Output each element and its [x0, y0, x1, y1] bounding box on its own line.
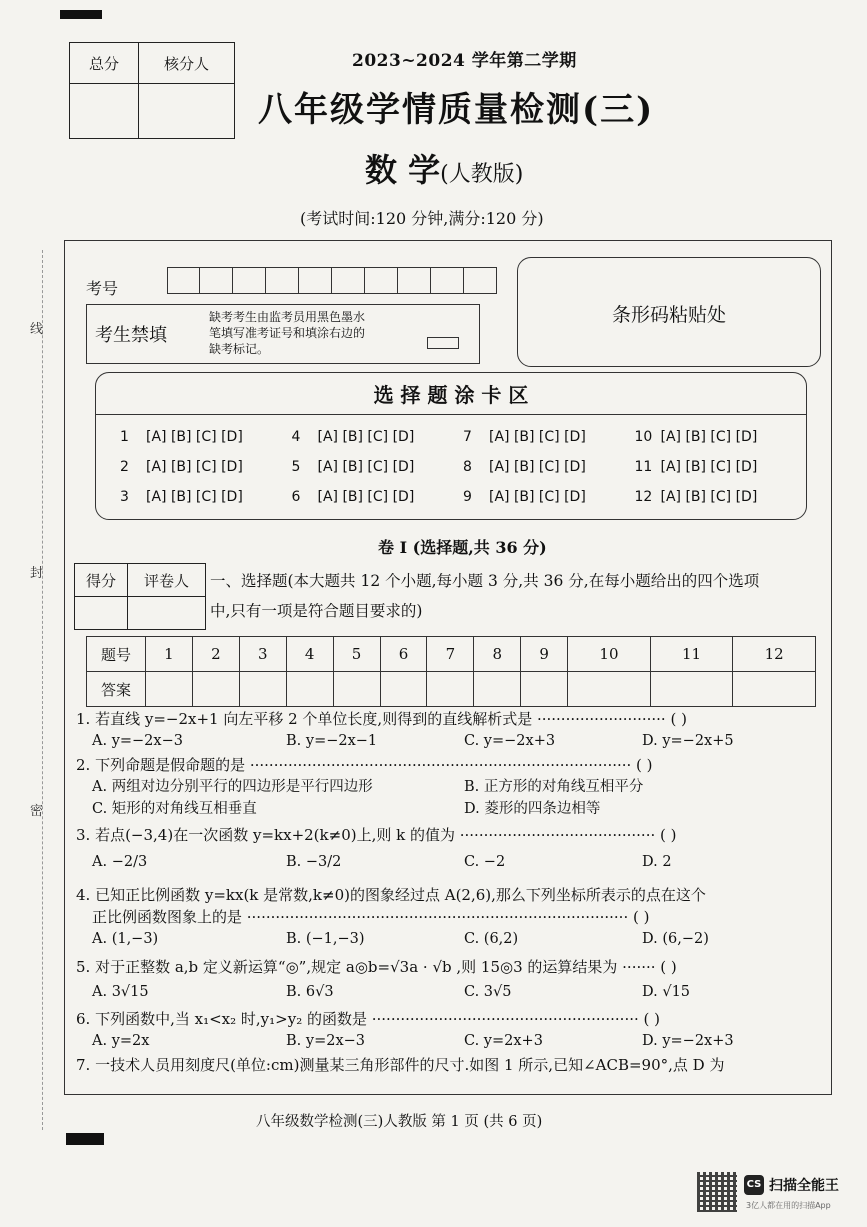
- section-score-table: [74, 563, 206, 630]
- section-reviewer-cell[interactable]: [128, 597, 206, 630]
- forbid-note-1: 缺考考生由监考员用黑色墨水: [209, 310, 366, 324]
- section-score-cell[interactable]: [75, 597, 128, 630]
- question-number: 3: [239, 637, 286, 672]
- forbid-box: [86, 304, 480, 364]
- option[interactable]: A. (1,−3): [92, 931, 159, 947]
- absent-mark-box[interactable]: [427, 337, 459, 349]
- answer-table-ans-label: 答案: [87, 672, 146, 707]
- subject-title: [365, 145, 523, 191]
- edition: (人教版): [440, 162, 524, 187]
- omr-grid: [96, 415, 806, 505]
- omr-item[interactable]: 11 [A] [B] [C] [D]: [634, 459, 758, 475]
- checker-cell[interactable]: [139, 84, 235, 139]
- question-5-options: [92, 978, 821, 1006]
- question-3-options: [92, 846, 821, 878]
- forbid-note: [209, 309, 365, 357]
- question-number: 7: [427, 637, 474, 672]
- question-4-options: [92, 928, 821, 950]
- corner-mark: [60, 10, 102, 19]
- question-number: 4: [286, 637, 333, 672]
- option[interactable]: A. 3√15: [92, 984, 149, 1000]
- qr-code-icon: [697, 1172, 737, 1212]
- volume-heading: 卷 I (选择题,共 36 分): [378, 538, 547, 557]
- forbid-note-2: 笔填写准考证号和填涂右边的: [209, 326, 366, 340]
- omr-item[interactable]: 7 [A] [B] [C] [D]: [463, 429, 586, 445]
- answer-cell[interactable]: [239, 672, 286, 707]
- answer-cell[interactable]: [286, 672, 333, 707]
- question-number: 1: [146, 637, 193, 672]
- question-number: 8: [474, 637, 521, 672]
- section-instructions-2: 中,只有一项是符合题目要求的): [210, 602, 423, 620]
- question-6: 6. 下列函数中,当 x₁<x₂ 时,y₁>y₂ 的函数是 ························································ ( ): [76, 1010, 660, 1028]
- checker-label: 核分人: [139, 43, 235, 84]
- omr-item[interactable]: 12 [A] [B] [C] [D]: [634, 489, 758, 505]
- answer-table: [86, 636, 816, 707]
- score-total-cell[interactable]: [70, 84, 139, 139]
- corner-mark: [66, 1133, 104, 1145]
- option[interactable]: B. 正方形的对角线互相平分: [464, 779, 644, 795]
- answer-cell[interactable]: [146, 672, 193, 707]
- score-table: [69, 42, 235, 139]
- option[interactable]: A. 两组对边分别平行的四边形是平行四边形: [92, 779, 373, 795]
- barcode-label: 条形码粘贴处: [611, 304, 726, 326]
- answer-cell[interactable]: [568, 672, 651, 707]
- omr-item[interactable]: 5 [A] [B] [C] [D]: [291, 459, 415, 475]
- option[interactable]: B. y=−2x−1: [286, 733, 378, 749]
- exam-info: (考试时间:120 分钟,满分:120 分): [300, 209, 544, 228]
- answer-table-no-label: 题号: [87, 637, 146, 672]
- answer-cell[interactable]: [521, 672, 568, 707]
- omr-item[interactable]: 10 [A] [B] [C] [D]: [634, 429, 758, 445]
- omr-title: 选 择 题 涂 卡 区: [373, 383, 529, 407]
- question-number: 11: [650, 637, 733, 672]
- option[interactable]: B. (−1,−3): [286, 931, 365, 947]
- answer-cell[interactable]: [427, 672, 474, 707]
- question-1: 1. 若直线 y=−2x+1 向左平移 2 个单位长度,则得到的直线解析式是 ··························· ( ): [76, 710, 687, 728]
- section-reviewer-label: 评卷人: [128, 564, 206, 597]
- question-1-options: [92, 730, 821, 752]
- question-list: [76, 708, 821, 1076]
- school-year: 2023~2024 学年第二学期: [352, 51, 577, 71]
- question-3: 3. 若点(−3,4)在一次函数 y=kx+2(k≠0)上,则 k 的值为 ········································· ( ): [76, 826, 677, 844]
- omr-item[interactable]: 4 [A] [B] [C] [D]: [291, 429, 415, 445]
- subject: 数 学: [365, 151, 441, 189]
- page-footer: 八年级数学检测(三)人教版 第 1 页 (共 6 页): [256, 1114, 543, 1130]
- option[interactable]: D. 菱形的四条边相等: [464, 801, 601, 817]
- answer-cell[interactable]: [650, 672, 733, 707]
- omr-item[interactable]: 1 [A] [B] [C] [D]: [120, 429, 243, 445]
- question-number: 10: [568, 637, 651, 672]
- scanner-name: 扫描全能王: [769, 1178, 839, 1194]
- omr-row-2: [120, 459, 806, 475]
- question-4: 4. 已知正比例函数 y=kx(k 是常数,k≠0)的图象经过点 A(2,6),那么下列坐标所表示的点在这个: [76, 886, 706, 904]
- section-instructions-1: 一、选择题(本大题共 12 个小题,每小题 3 分,共 36 分,在每小题给出的四个选项: [210, 572, 760, 590]
- option[interactable]: C. 矩形的对角线互相垂直: [92, 801, 257, 817]
- question-number: 6: [380, 637, 427, 672]
- omr-row-3: [120, 489, 806, 505]
- option[interactable]: B. y=2x−3: [286, 1033, 365, 1049]
- option[interactable]: D. y=−2x+5: [642, 733, 734, 749]
- question-4-cont: 正比例函数图象上的是 ················································································ ( ): [92, 908, 650, 926]
- option[interactable]: A. y=2x: [92, 1033, 150, 1049]
- answer-cell[interactable]: [733, 672, 816, 707]
- side-mark-secret: 密: [30, 804, 44, 819]
- omr-item[interactable]: 2 [A] [B] [C] [D]: [120, 459, 243, 475]
- option[interactable]: B. −3/2: [286, 854, 342, 870]
- exam-no-cells[interactable]: [167, 267, 497, 294]
- question-7: 7. 一技术人员用刻度尺(单位:cm)测量某三角形部件的尺寸.如图 1 所示,已知∠ACB=90°,点 D 为: [76, 1056, 725, 1074]
- option[interactable]: C. y=2x+3: [464, 1033, 543, 1049]
- question-number: 9: [521, 637, 568, 672]
- barcode-area: [517, 257, 821, 367]
- exam-no-label: 考号: [86, 279, 119, 298]
- side-mark-seal: 封: [30, 566, 44, 581]
- omr-item[interactable]: 3 [A] [B] [C] [D]: [120, 489, 243, 505]
- question-2-options-row-1: [92, 776, 821, 798]
- option[interactable]: D. y=−2x+3: [642, 1033, 734, 1049]
- question-6-options: [92, 1030, 821, 1052]
- option[interactable]: C. (6,2): [464, 931, 519, 947]
- score-total-label: 总分: [70, 43, 139, 84]
- option[interactable]: C. −2: [464, 854, 506, 870]
- question-2: 2. 下列命题是假命题的是 ················································································ ( ): [76, 756, 653, 774]
- binding-line: [42, 250, 43, 1130]
- question-2-options-row-2: [92, 798, 821, 820]
- side-mark-line: 线: [30, 322, 44, 337]
- option[interactable]: A. −2/3: [92, 854, 148, 870]
- question-number: 12: [733, 637, 816, 672]
- option[interactable]: D. (6,−2): [642, 931, 709, 947]
- omr-area: [95, 372, 807, 520]
- option[interactable]: C. y=−2x+3: [464, 733, 556, 749]
- answer-cell[interactable]: [333, 672, 380, 707]
- option[interactable]: D. √15: [642, 984, 691, 1000]
- omr-item[interactable]: 6 [A] [B] [C] [D]: [291, 489, 415, 505]
- section-score-label: 得分: [75, 564, 128, 597]
- option[interactable]: B. 6√3: [286, 984, 334, 1000]
- omr-row-1: [120, 429, 806, 445]
- question-number: 5: [333, 637, 380, 672]
- answer-cell[interactable]: [380, 672, 427, 707]
- answer-cell[interactable]: [192, 672, 239, 707]
- forbid-note-3: 缺考标记。: [209, 342, 270, 356]
- omr-item[interactable]: 9 [A] [B] [C] [D]: [463, 489, 586, 505]
- omr-item[interactable]: 8 [A] [B] [C] [D]: [463, 459, 586, 475]
- scanner-logo-icon: CS: [744, 1175, 764, 1195]
- forbid-label: 考生禁填: [95, 325, 167, 346]
- answer-cell[interactable]: [474, 672, 521, 707]
- page-title: 八年级学情质量检测(三): [258, 90, 655, 130]
- option[interactable]: A. y=−2x−3: [92, 733, 183, 749]
- option[interactable]: D. 2: [642, 854, 672, 870]
- option[interactable]: C. 3√5: [464, 984, 512, 1000]
- question-5: 5. 对于正整数 a,b 定义新运算“◎”,规定 a◎b=√3a · √b ,则 15◎3 的运算结果为 ······· ( ): [76, 958, 677, 976]
- scanner-tagline: 3亿人都在用的扫描App: [746, 1201, 831, 1210]
- question-number: 2: [192, 637, 239, 672]
